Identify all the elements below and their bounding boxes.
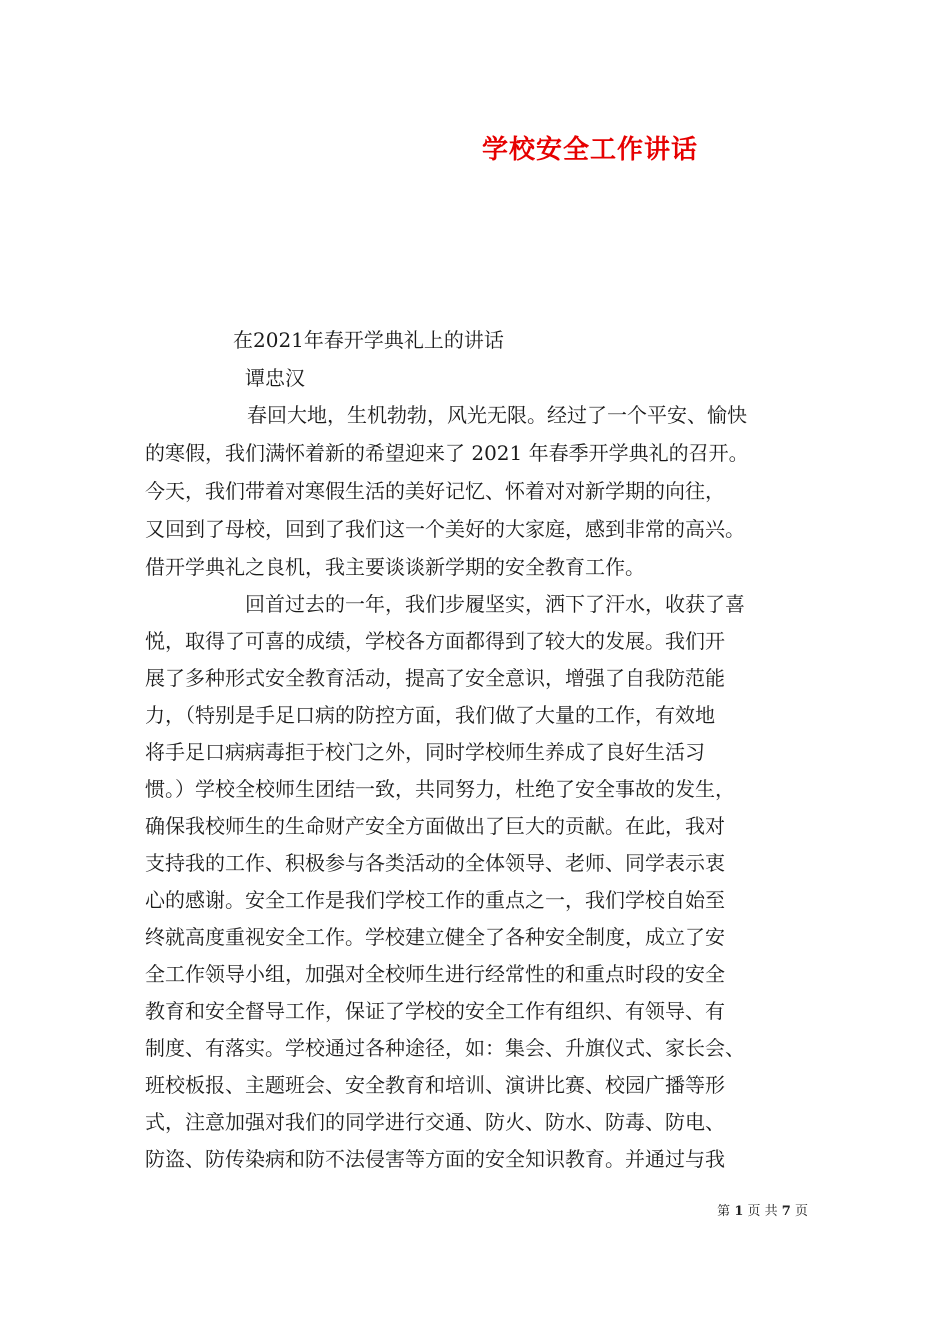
- paragraph-2-line: 防盗、防传染病和防不法侵害等方面的安全知识教育。并通过与我: [145, 1147, 725, 1171]
- paragraph-1-line: 今天，我们带着对寒假生活的美好记忆、怀着对对新学期的向往，: [145, 479, 725, 503]
- speech-subtitle: 在2021年春开学典礼上的讲话: [233, 328, 504, 352]
- paragraph-2-line: 心的感谢。安全工作是我们学校工作的重点之一，我们学校自始至: [145, 888, 725, 912]
- document-title: 学校安全工作讲话: [481, 135, 698, 165]
- paragraph-2-line: 终就高度重视安全工作。学校建立健全了各种安全制度，成立了安: [145, 925, 725, 949]
- paragraph-2-line: 制度、有落实。学校通过各种途径，如：集会、升旗仪式、家长会、: [145, 1036, 745, 1060]
- author-name: 谭忠汉: [245, 366, 305, 390]
- footer-prefix: 第: [717, 1204, 731, 1219]
- paragraph-2-line: 式，注意加强对我们的同学进行交通、防火、防水、防毒、防电、: [145, 1110, 725, 1134]
- paragraph-2-line: 惯。）学校全校师生团结一致，共同努力，杜绝了安全事故的发生，: [145, 777, 735, 801]
- paragraph-2-line: 力，（特别是手足口病的防控方面，我们做了大量的工作，有效地: [145, 703, 715, 727]
- current-page-number: 1: [734, 1204, 744, 1219]
- total-pages-number: 7: [781, 1204, 791, 1219]
- footer-middle: 页 共: [747, 1204, 778, 1219]
- paragraph-1-line: 借开学典礼之良机，我主要谈谈新学期的安全教育工作。: [145, 555, 645, 579]
- paragraph-2-line: 确保我校师生的生命财产安全方面做出了巨大的贡献。在此，我对: [145, 814, 725, 838]
- paragraph-2-line: 教育和安全督导工作，保证了学校的安全工作有组织、有领导、有: [145, 999, 725, 1023]
- paragraph-1-line: 春回大地，生机勃勃，风光无限。经过了一个平安、愉快: [247, 403, 747, 427]
- paragraph-1-line: 的寒假，我们满怀着新的希望迎来了 2021 年春季开学典礼的召开。: [145, 441, 749, 465]
- paragraph-2-line: 班校板报、主题班会、安全教育和培训、演讲比赛、校园广播等形: [145, 1073, 725, 1097]
- paragraph-2-line: 全工作领导小组，加强对全校师生进行经常性的和重点时段的安全: [145, 962, 725, 986]
- paragraph-2-line: 支持我的工作、积极参与各类活动的全体领导、老师、同学表示衷: [145, 851, 725, 875]
- footer-suffix: 页: [794, 1204, 808, 1219]
- paragraph-2-line: 悦，取得了可喜的成绩，学校各方面都得到了较大的发展。我们开: [145, 629, 725, 653]
- paragraph-2-line: 将手足口病病毒拒于校门之外，同时学校师生养成了良好生活习: [145, 740, 705, 764]
- paragraph-2-line: 回首过去的一年，我们步履坚实，洒下了汗水，收获了喜: [245, 592, 745, 616]
- paragraph-2-line: 展了多种形式安全教育活动，提高了安全意识，增强了自我防范能: [145, 666, 725, 690]
- paragraph-1-line: 又回到了母校，回到了我们这一个美好的大家庭，感到非常的高兴。: [145, 517, 745, 541]
- page-number-footer: [717, 1203, 808, 1221]
